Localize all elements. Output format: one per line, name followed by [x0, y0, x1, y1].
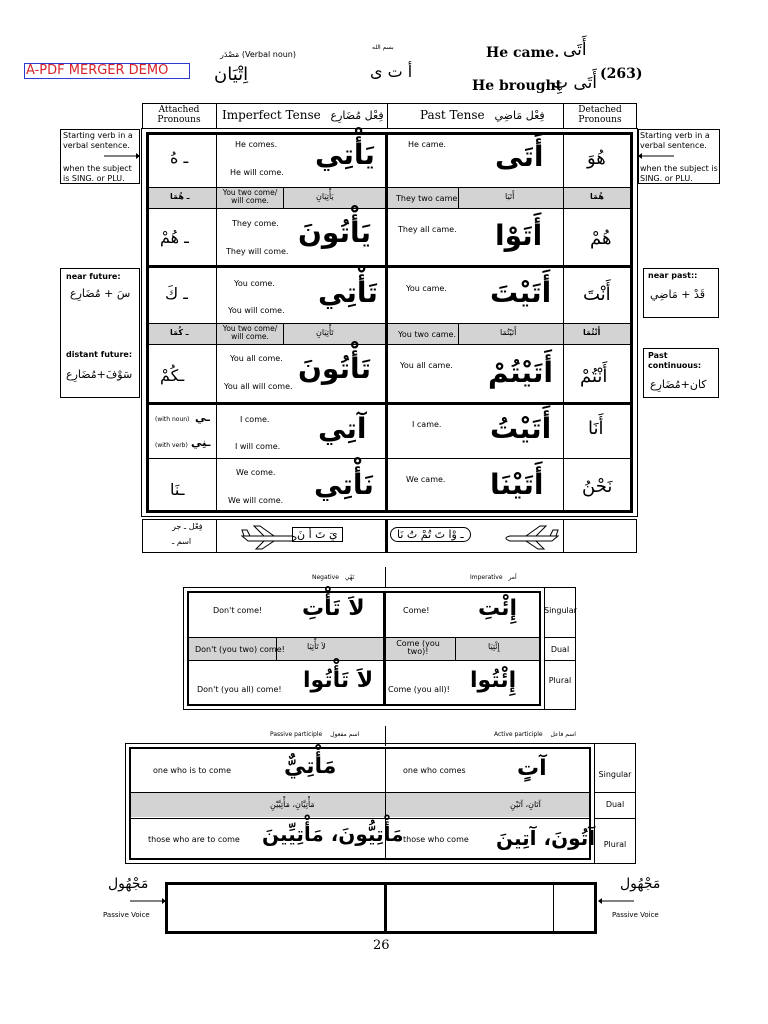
- past-ar: أَتَيْتُ: [490, 412, 552, 445]
- negative-label: Negative نَهْي: [312, 574, 355, 581]
- imperfect-en: He will come.: [230, 168, 284, 177]
- imperfect-en: They come.: [232, 219, 279, 228]
- past-ar: أَتَيْتَ: [490, 276, 552, 309]
- verbal-noun-label: مَصْدَر (Verbal noun): [220, 50, 296, 59]
- imperfect-en: You two come/ will come.: [222, 324, 278, 341]
- number-label: Singular: [598, 770, 632, 779]
- number-label: Dual: [550, 645, 570, 654]
- active-participle-en: one who comes: [403, 766, 466, 775]
- detached-pronoun: هُوَ: [587, 148, 606, 169]
- negative-en: Don't (you all) come!: [197, 685, 282, 694]
- arrow-left-icon: [638, 152, 674, 160]
- imperfect-en: You will come.: [228, 306, 285, 315]
- imperfect-en: You two come/ will come.: [222, 188, 278, 205]
- passive-participle-label: Passive participle اسم مفعول: [270, 731, 360, 738]
- imperative-en: Come (you all)!: [388, 685, 450, 694]
- number-label: Singular: [544, 606, 577, 615]
- past-en: I came.: [412, 420, 442, 429]
- past-ar: أَتَيْتُمْ: [488, 356, 553, 389]
- active-participle-ar: آتٍ: [517, 756, 547, 781]
- detached-pronoun: أَنْتُمَا: [583, 328, 601, 337]
- came-en: He came.: [486, 45, 560, 61]
- header-attached: Attached Pronouns: [157, 105, 201, 125]
- attached-pronoun: ـنَا: [170, 480, 185, 499]
- attached-pronoun: ـ هُ: [170, 148, 189, 167]
- attached-pronoun: ـي: [195, 411, 210, 424]
- arrow-right-icon: [104, 152, 140, 160]
- detached-pronoun: نَحْنُ: [582, 476, 613, 497]
- attached-pronoun-verb: ـنِي: [191, 436, 211, 449]
- imperative-ar: إِئْتُوا: [470, 668, 517, 693]
- imperfect-ar: نَأْتِي: [314, 468, 374, 501]
- number-label: Plural: [603, 840, 627, 849]
- brought-en: He brought: [472, 78, 563, 94]
- page-number: 26: [373, 938, 390, 953]
- passive-voice-left-ar: مَجْهُول: [108, 876, 149, 892]
- passive-voice-left-en: Passive Voice: [103, 911, 150, 919]
- number-label: Plural: [548, 676, 572, 685]
- lesson-number: (263): [600, 66, 643, 82]
- airplane-icon: [502, 524, 560, 550]
- imperfect-ar: آتِي: [318, 412, 367, 445]
- past-ar: أَتَيَا: [505, 192, 515, 201]
- imperative-label: Imperative أمر: [470, 574, 517, 581]
- arrow-right-icon: [130, 897, 166, 905]
- detached-pronoun: هُمْ: [590, 228, 612, 249]
- brought-ar: أَتَى بِ: [552, 73, 598, 93]
- imperfect-en: They will come.: [226, 247, 289, 256]
- past-en: You all came.: [400, 361, 453, 370]
- attached-pronoun: ـ هُمْ: [160, 228, 189, 247]
- imperfect-en: We will come.: [228, 496, 284, 505]
- past-en: They all came.: [398, 225, 457, 234]
- attached-pronoun: ـ كَ: [165, 284, 188, 303]
- passive-voice-right-en: Passive Voice: [612, 911, 659, 919]
- negative-ar: لاَ تَأْتُوا: [303, 668, 374, 693]
- helper-left-ar: فِعْل ـ جر: [172, 522, 203, 531]
- negative-en: Don't (you two) come!: [195, 645, 285, 654]
- imperfect-ar: يَأْتِي: [315, 138, 375, 171]
- past-en: He came.: [408, 140, 447, 149]
- imperfect-ar: تَأْتِي: [318, 276, 378, 309]
- imperfect-ar: تَأْتِيَانِ: [316, 328, 334, 337]
- number-label: Dual: [605, 800, 625, 809]
- imperative-en: Come!: [403, 606, 430, 615]
- imperfect-en: You all will come.: [224, 382, 293, 391]
- past-ar: أَتَى: [495, 140, 544, 173]
- detached-pronoun: أَنْتَ: [583, 284, 611, 305]
- passive-participle-ar: مَأْتِيُّونَ، مَأْتِيِّينَ: [262, 822, 404, 846]
- imperfect-en: We come.: [236, 468, 276, 477]
- imperfect-en: You all come.: [230, 354, 283, 363]
- negative-ar: لاَ تَأْتِ: [302, 596, 365, 621]
- imperfect-en: I come.: [240, 415, 270, 424]
- header-past: Past Tense فِعْل مَاضِي: [420, 108, 545, 122]
- past-ar: أَتَوْا: [495, 219, 543, 252]
- helper-left-ar2: اسم ـ: [172, 537, 192, 546]
- imperfect-en: He comes.: [235, 140, 278, 149]
- imperfect-ar: تَأْتُونَ: [298, 352, 371, 385]
- verbal-noun-word: اِتْيَان: [214, 64, 249, 85]
- past-en: You came.: [406, 284, 447, 293]
- detached-pronoun: أَنَا: [588, 418, 604, 439]
- passive-participle-ar: مَأْتِيَّانِ، مَأْتِيَّيْنِ: [270, 800, 315, 809]
- imperative-ar: إِئْتِ: [478, 596, 518, 621]
- past-en: They two came.: [396, 194, 460, 203]
- past-en: We came.: [406, 475, 446, 484]
- pronoun-note-noun: (with noun): [155, 416, 190, 423]
- root-small: بسم الله: [372, 44, 394, 51]
- header-imperfect: Imperfect Tense فِعْل مُضَارِع: [222, 108, 384, 122]
- past-en: You two came.: [398, 330, 457, 339]
- imperative-en: Come (you two)!: [396, 639, 440, 656]
- negative-ar: لاَ تَأْتِيَا: [307, 642, 326, 651]
- active-participle-ar: آتَانِ، آتَيْنِ: [510, 800, 541, 809]
- passive-participle-en: those who are to come: [148, 835, 240, 844]
- past-ar: أَتَيْنَا: [490, 468, 544, 501]
- active-participle-en: those who come: [403, 835, 469, 844]
- active-participle-label: Active participle اسم فاعل: [494, 731, 576, 738]
- attached-pronoun: ـ هُمَا: [170, 192, 190, 201]
- came-ar: أَتَى: [563, 40, 587, 60]
- negative-en: Don't come!: [213, 606, 263, 615]
- passive-participle-ar: مَأْتِيٌّ: [284, 754, 337, 779]
- imperfect-prefix-letters: يَ تَ أ نَ: [292, 527, 343, 542]
- pronoun-note-verb: (with verb): [155, 442, 188, 449]
- imperfect-en: You come.: [234, 279, 275, 288]
- detached-pronoun: أَنْتُمْ: [580, 366, 608, 387]
- passive-voice-right-ar: مَجْهُول: [620, 876, 661, 892]
- imperfect-ar: يَأْتِيَانِ: [316, 192, 334, 201]
- header-detached: Detached Pronouns: [578, 105, 622, 125]
- past-suffix-letters: ـ وْا تَ تُمْ تُ نَا: [390, 527, 471, 542]
- imperfect-en: I will come.: [235, 442, 281, 451]
- imperfect-ar: يَأْتُونَ: [298, 216, 371, 249]
- imperative-ar: إِئْتِيَا: [488, 642, 500, 651]
- detached-pronoun: هُمَا: [590, 192, 604, 201]
- passive-voice-table: [165, 882, 597, 934]
- attached-pronoun: ـكُمْ: [160, 366, 185, 385]
- attached-pronoun: ـ كُمَا: [170, 328, 189, 337]
- root-letters: أ ت ى: [370, 62, 413, 81]
- watermark: A-PDF MERGER DEMO: [24, 63, 190, 79]
- passive-participle-en: one who is to come: [153, 766, 231, 775]
- past-ar: أَتَيْتُمَا: [500, 328, 517, 337]
- arrow-left-icon: [598, 897, 634, 905]
- active-participle-ar: آتُونَ، آتِينَ: [496, 826, 596, 850]
